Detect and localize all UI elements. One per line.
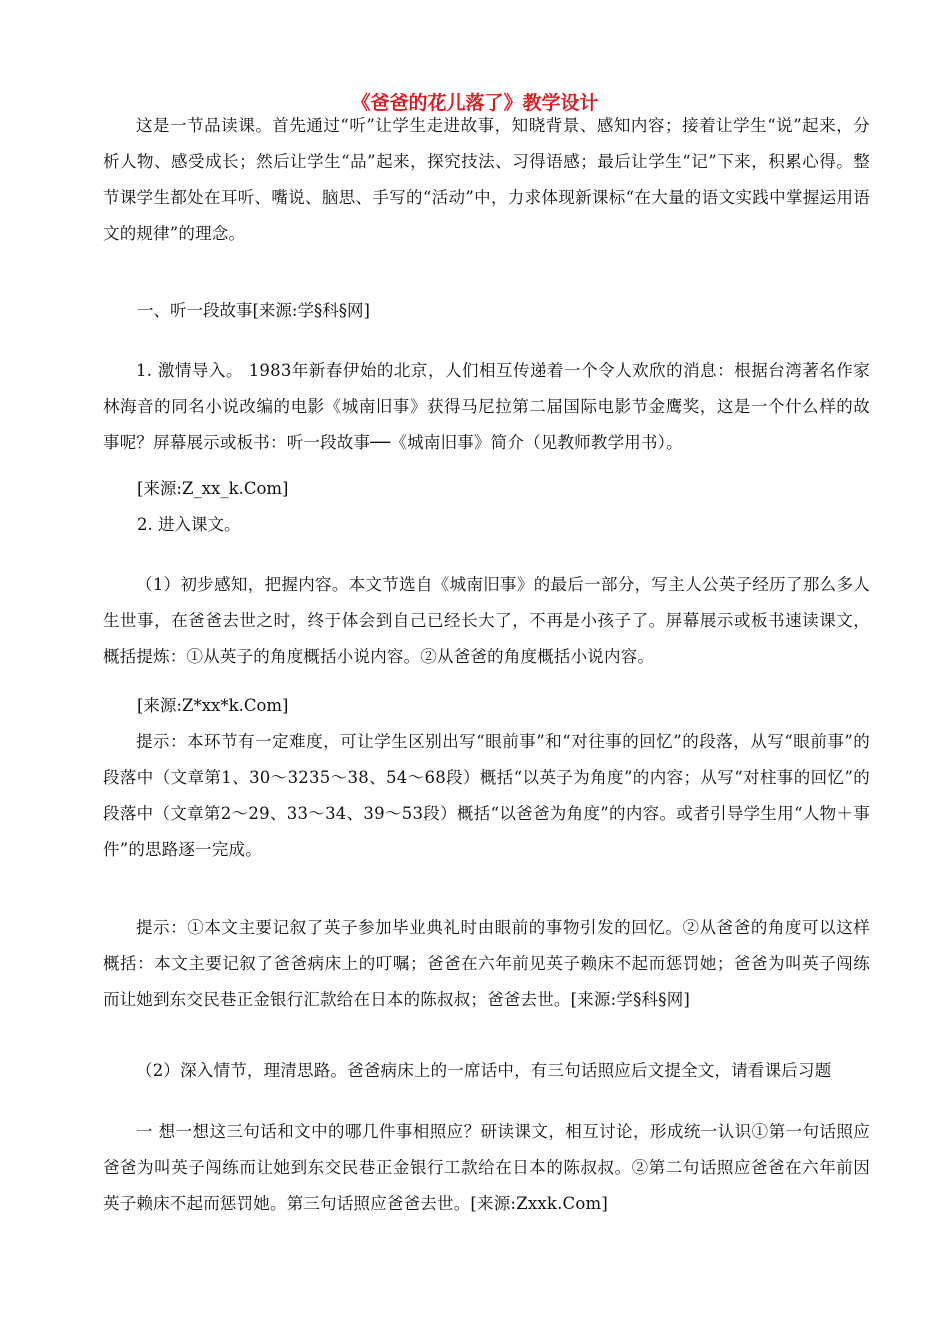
sub1-paragraph: （1）初步感知，把握内容。本文节选自《城南旧事》的最后一部分，写主人公英子经历了那么多人生世事，在爸爸去世之时，终于体会到自己已经长大了，不再是小孩子了。屏幕展示或板书速读课文，概括提炼：①从英子的角度概括小说内容。②从爸爸的角度概括小说内容。 <box>103 575 870 666</box>
intro-paragraph: 这是一节品读课。首先通过“听”让学生走进故事，知晓背景、感知内容；接着让学生“说”起来，分析人物、感受成长；然后让学生“品”起来，探究技法、习得语感；最后让学生“记”下来，积累心得。整节课学生都处在耳听、嘴说、脑思、手写的“活动”中，力求体现新课标“在大量的语文实践中掌握运用语文的规律”的理念。 <box>103 116 870 243</box>
document-title: 《爸爸的花儿落了》教学设计 <box>351 92 599 114</box>
source-note-2: [来源:Z*xx*k.Com] <box>137 696 289 715</box>
source-note-1: [来源:Z_xx_k.Com] <box>137 479 289 498</box>
section-heading-1: 一、听一段故事[来源:学§科§网] <box>137 301 370 320</box>
hint1-paragraph: 提示：本环节有一定难度，可让学生区别出写“眼前事”和“对往事的回忆”的段落，从写“眼前事”的段落中（文章第1、30～3235～38、54～68段）概括“以英子为角度”的内容；从写“对柱事的回忆”的段落中（文章第2～29、33～34、39～53段）概括“以爸爸为角度”的内容。或者引导学生用“人物＋事件”的思路逐一完成。 <box>103 732 870 859</box>
step1-paragraph: 1. 激情导入。 1983年新春伊始的北京，人们相互传递着一个令人欢欣的消息：根据台湾著名作家林海音的同名小说改编的电影《城南旧事》获得马尼拉第二届国际电影节金鹰奖，这是一个什么样的故事呢？屏幕展示或板书：听一段故事──《城南旧事》简介（见教师教学用书）。 <box>103 361 870 452</box>
hint2-paragraph: 提示：①本文主要记叙了英子参加毕业典礼时由眼前的事物引发的回忆。②从爸爸的角度可以这样概括：本文主要记叙了爸爸病床上的叮嘱；爸爸在六年前见英子赖床不起而惩罚她；爸爸为叫英子闯练而让她到东交民巷正金银行汇款给在日本的陈叔叔；爸爸去世。[来源:学§科§网] <box>103 918 870 1009</box>
sub2-paragraph: （2）深入情节，理清思路。爸爸病床上的一席话中，有三句话照应后文提全文，请看课后习题 <box>136 1061 832 1080</box>
sub2-continuation-paragraph: 一 想一想这三句话和文中的哪几件事相照应？研读课文，相互讨论，形成统一认识①第一句话照应爸爸为叫英子闯练而让她到东交民巷正金银行工款给在日本的陈叔叔。②第二句话照应爸爸在六年前因英子赖床不起而惩罚她。第三句话照应爸爸去世。[来源:Zxxk.Com] <box>103 1122 870 1213</box>
step2-heading: 2. 进入课文。 <box>137 515 241 534</box>
